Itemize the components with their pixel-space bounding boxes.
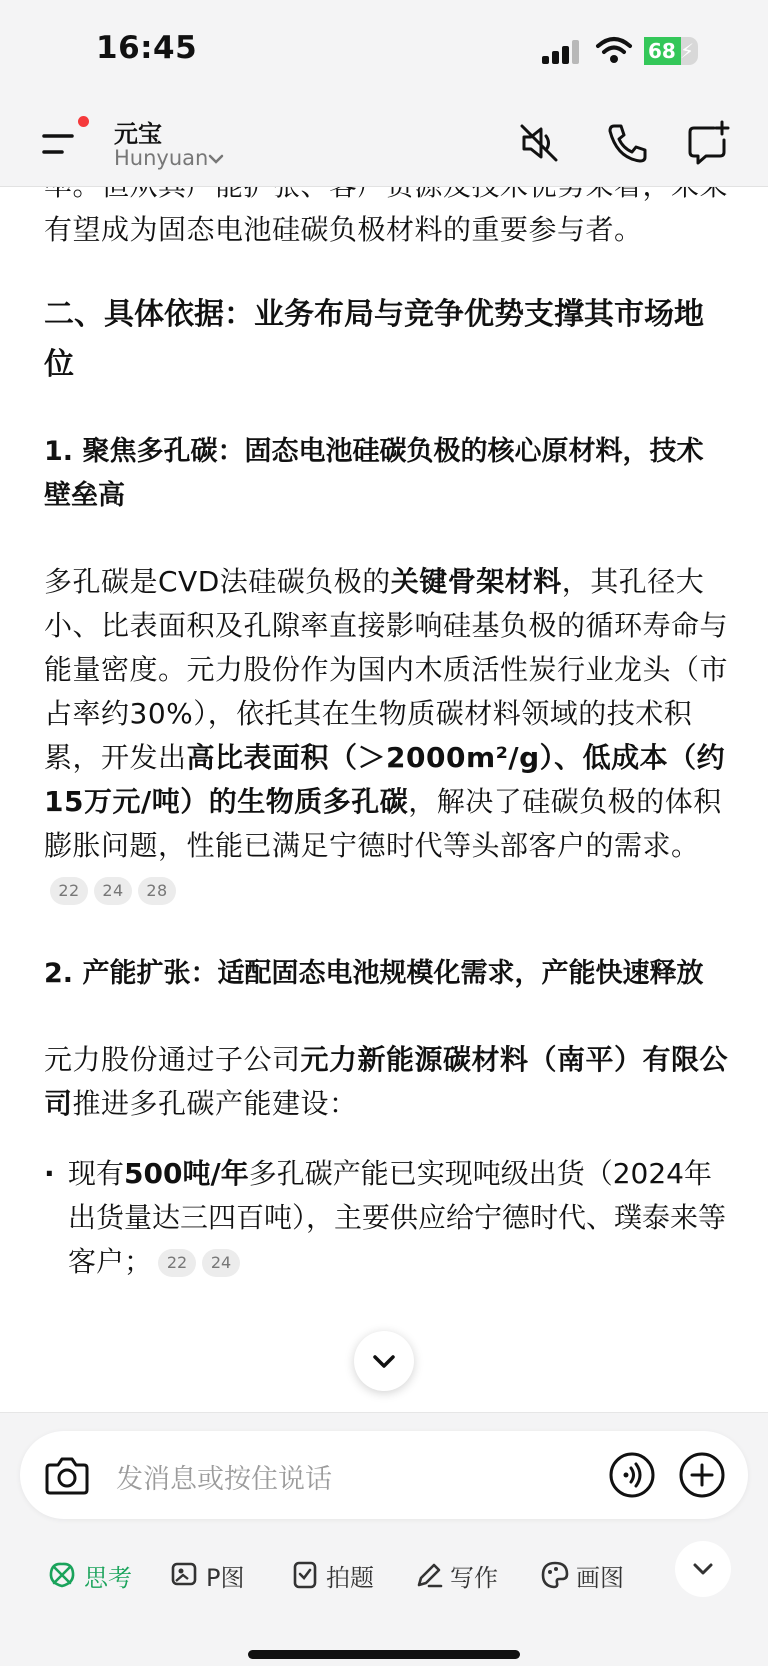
message-input[interactable] bbox=[20, 1431, 748, 1519]
tool-think[interactable]: 思考 bbox=[46, 1553, 132, 1597]
battery-percent: 68 bbox=[648, 39, 676, 63]
message-paragraph: 有望成为固态电池硅碳负极材料的重要参与者。 bbox=[44, 213, 643, 246]
cellular-signal-icon bbox=[542, 40, 582, 64]
mute-speaker-icon[interactable] bbox=[514, 118, 564, 168]
chat-header bbox=[0, 100, 768, 187]
message-paragraph: 元力股份通过子公司元力新能源碳材料（南平）有限公司推进多孔碳产能建设： bbox=[44, 1043, 729, 1120]
input-placeholder: 发消息或按住说话 bbox=[116, 1464, 332, 1495]
palette-icon bbox=[540, 1560, 570, 1590]
app-title: 元宝 bbox=[114, 120, 162, 148]
citation-chip[interactable]: 22 bbox=[158, 1249, 196, 1277]
chevron-down-icon bbox=[354, 1331, 414, 1391]
menu-icon[interactable] bbox=[42, 122, 86, 162]
citation-chip[interactable]: 24 bbox=[202, 1249, 240, 1277]
model-selector[interactable]: Hunyuan bbox=[114, 146, 209, 170]
voice-mode-icon[interactable] bbox=[608, 1451, 656, 1499]
status-bar bbox=[0, 0, 768, 100]
plus-icon[interactable] bbox=[678, 1451, 726, 1499]
charging-bolt-icon: ⚡ bbox=[679, 39, 694, 63]
citation-chip[interactable]: 24 bbox=[94, 877, 132, 905]
tool-writing[interactable]: 写作 bbox=[414, 1553, 498, 1597]
tool-drawing[interactable]: 画图 bbox=[540, 1553, 624, 1597]
citation-chip[interactable]: 22 bbox=[50, 877, 88, 905]
camera-icon[interactable] bbox=[44, 1453, 90, 1497]
expand-tools-button[interactable] bbox=[675, 1541, 731, 1597]
subsection-heading-1: 1. 聚焦多孔碳：固态电池硅碳负极的核心原材料，技术壁垒高 bbox=[44, 436, 704, 511]
notification-dot bbox=[78, 116, 89, 127]
pencil-icon bbox=[414, 1560, 444, 1590]
think-icon bbox=[46, 1559, 78, 1591]
composer-area bbox=[0, 1412, 768, 1666]
image-edit-icon bbox=[170, 1560, 200, 1590]
tool-p-image[interactable]: P图 bbox=[170, 1553, 244, 1597]
section-heading: 二、具体依据：业务布局与竞争优势支撑其市场地位 bbox=[44, 297, 704, 382]
subsection-heading-2: 2. 产能扩张：适配固态电池规模化需求，产能快速释放 bbox=[44, 958, 704, 989]
new-chat-icon[interactable] bbox=[684, 118, 734, 168]
tool-photo-question[interactable]: 拍题 bbox=[290, 1553, 374, 1597]
question-scan-icon bbox=[290, 1560, 320, 1590]
assistant-message bbox=[44, 186, 730, 1412]
wifi-icon bbox=[596, 36, 632, 64]
status-time: 16:45 bbox=[96, 30, 198, 66]
chevron-down-icon bbox=[675, 1541, 731, 1597]
citation-chip[interactable]: 28 bbox=[138, 877, 176, 905]
phone-call-icon[interactable] bbox=[602, 118, 652, 168]
home-indicator bbox=[248, 1650, 520, 1659]
chevron-down-icon[interactable] bbox=[208, 154, 224, 164]
scroll-to-bottom-button[interactable] bbox=[354, 1331, 414, 1391]
list-item: · 现有500吨/年多孔碳产能已实现吨级出货（2024年出货量达三四百吨），主要供应给宁德时代、璞泰来等客户； 22 24 bbox=[44, 1152, 730, 1284]
message-paragraph: 多孔碳是CVD法硅碳负极的关键骨架材料，其孔径大小、比表面积及孔隙率直接影响硅基负极的循环寿命与能量密度。元力股份作为国内木质活性炭行业龙头（市占率约30%），依托其在生物质碳材料领域的技术积累，开发出高比表面积（＞2000m²/g）、低成本（约15万元/吨）的生物质多孔碳，解决了硅碳负极的体积膨胀问题，性能已满足宁德时代等头部客户的需求。22 24 28 bbox=[44, 560, 730, 912]
battery-indicator bbox=[644, 37, 698, 65]
